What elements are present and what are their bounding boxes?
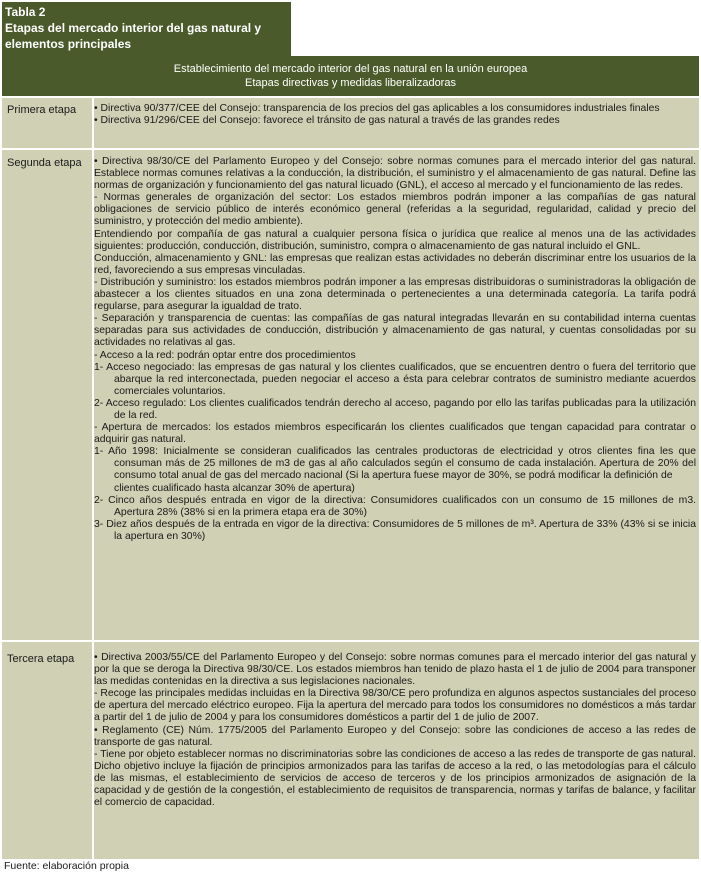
paragraph: - Tiene por objeto establecer normas no discriminatorias sobre las condiciones de acceso a las redes de transporte de gas natural. Dicho objetivo incluye la fijación de principios armonizados para las tarifas de acceso a la red, o las metodologías para el cálculo de las mismas, el establecimiento de servicios de acceso de terceros y de los principios armonizados de asignación de la capacidad y de gestión de la congestión, el establecimiento de requisitos de transparencia, normas y tarifas de balance, y facilitar el comercio de capacidad. bbox=[94, 748, 696, 809]
stage-content bbox=[94, 652, 696, 809]
paragraph: Entendiendo por compañía de gas natural a cualquier persona física o jurídica que realice al menos una de las actividades siguientes: producción, conducción, distribución, suministro, compra o almacenamiento de gas natural incluido el GNL. bbox=[94, 228, 696, 252]
paragraph: 2- Acceso regulado: Los clientes cualificados tendrán derecho al acceso, pagando por ello las tarifas publicadas para la utilización de la red. bbox=[94, 397, 696, 421]
table-title-line-1: Etapas del mercado interior del gas natural y bbox=[5, 21, 262, 35]
table-title-box bbox=[2, 2, 291, 56]
paragraph: • Directiva 98/30/CE del Parlamento Europeo y del Consejo: sobre normas comunes para el mercado interior del gas natural. Establece normas comunes relativas a la conducción, la distribución, el suministro y el almacenamiento de gas natural. Define las normas de organización y funcionamiento del gas natural licuado (GNL), el acceso al mercado y el funcionamiento de las redes. bbox=[94, 156, 696, 192]
paragraph: 3- Diez años después de la entrada en vigor de la directiva: Consumidores de 5 millones de m³. Apertura de 33% (43% si se inicia la apertura en 30%) bbox=[94, 518, 696, 542]
table-header-line-1: Establecimiento del mercado interior del gas natural en la unión europea bbox=[173, 63, 528, 75]
paragraph: 2- Cinco años después entrada en vigor de la directiva: Consumidores cualificados con un consumo de 15 millones de m3. Apertura 28% (38% si en la primera etapa era de 30%) bbox=[94, 494, 696, 518]
paragraph: - Recoge las principales medidas incluidas en la Directiva 98/30/CE pero profundiza en algunos aspectos sustanciales del proceso de apertura del mercado eléctrico europeo. Fija la apertura del mercado para todos los consumidores no domésticos a más tardar a partir del 1 de julio de 2004 y para los consumidores domésticos a partir del 1 de julio de 2007. bbox=[94, 688, 696, 724]
stage-name: Primera etapa bbox=[7, 104, 77, 116]
table-header-line-2: Etapas directivas y medidas liberalizadoras bbox=[245, 77, 456, 89]
paragraph: - Separación y transparencia de cuentas: las compañías de gas natural integradas llevarán en su contabilidad interna cuentas separadas para sus actividades de conducción, distribución y almacenamiento de gas natural, y cuentas consolidadas por su actividades no relativas al gas. bbox=[94, 313, 696, 349]
source-note: Fuente: elaboración propia bbox=[4, 860, 129, 872]
paragraph: • Reglamento (CE) Núm. 1775/2005 del Parlamento Europeo y del Consejo: sobre las condiciones de acceso a las redes de transporte de gas natural. bbox=[94, 724, 696, 748]
paragraph: clientes cualificado hasta alcanzar 30% de apertura) bbox=[114, 482, 355, 494]
stage-content bbox=[94, 156, 696, 543]
table-header bbox=[2, 56, 699, 96]
paragraph: 1- Año 1998: Inicialmente se consideran cualificados las centrales productoras de electricidad y otros clientes fina les que consuman más de 25 millones de m3 de gas al año calculados según el consumo de cada instalación. Apertura de 20% del consumo total anual de gas del mercado nacional (Si la apertura fuese mayor de 30%, se podrá modificar la definición de bbox=[94, 446, 696, 482]
stage-content bbox=[94, 103, 696, 127]
paragraph: - Normas generales de organización del sector: Los estados miembros podrán imponer a las compañías de gas natural obligaciones de servicio público de interés económico general (referidas a la seguridad, regularidad, calidad y precio del suministro, y protección del medio ambiente). bbox=[94, 192, 696, 228]
paragraph: - Apertura de mercados: los estados miembros especificarán los clientes cualificados que tengan capacidad para contratar o adquirir gas natural. bbox=[94, 422, 696, 446]
table-row-segunda bbox=[2, 148, 699, 642]
stages-table bbox=[2, 96, 699, 859]
table-row-primera bbox=[2, 96, 699, 150]
paragraph: - Distribución y suministro: los estados miembros podrán imponer a las empresas distribuidoras o suministradoras la obligación de abastecer a los clientes situados en una zona determinada o pertenecientes a una determinada categoría. La tarifa podrá regularse, para asegurar la igualdad de trato. bbox=[94, 276, 696, 313]
paragraph: • Directiva 91/296/CEE del Consejo: favorece el tránsito de gas natural a través de las grandes redes bbox=[94, 115, 560, 127]
table-title-line-2: elementos principales bbox=[5, 37, 132, 51]
paragraph: 1- Acceso negociado: las empresas de gas natural y los clientes cualificados, que se encuentren dentro o fuera del territorio que abarque la red interconectada, pueden negociar el acceso a ésta para celebrar contratos de suministro mediante acuerdos comerciales voluntarios. bbox=[94, 361, 696, 397]
paragraph: • Directiva 2003/55/CE del Parlamento Europeo y del Consejo: sobre normas comunes para el mercado interior del gas natural y por la que se deroga la Directiva 98/30/CE. Los estados miembros han tenido de plazo hasta el 1 de julio de 2004 para transponer las medidas contenidas en la directiva a sus legislaciones nacionales. bbox=[94, 652, 696, 688]
paragraph: - Acceso a la red: podrán optar entre dos procedimientos bbox=[94, 349, 356, 361]
table-label: Tabla 2 bbox=[5, 5, 46, 19]
paragraph: • Directiva 90/377/CEE del Consejo: transparencia de los precios del gas aplicables a los consumidores industriales finales bbox=[94, 103, 660, 114]
stage-name: Tercera etapa bbox=[7, 653, 75, 665]
paragraph: Conducción, almacenamiento y GNL: las empresas que realizan estas actividades no deberán discriminar entre los usuarios de la red, favoreciendo a sus empresas vinculadas. bbox=[94, 252, 696, 276]
stage-name: Segunda etapa bbox=[7, 157, 82, 169]
table-row-tercera bbox=[2, 640, 699, 861]
